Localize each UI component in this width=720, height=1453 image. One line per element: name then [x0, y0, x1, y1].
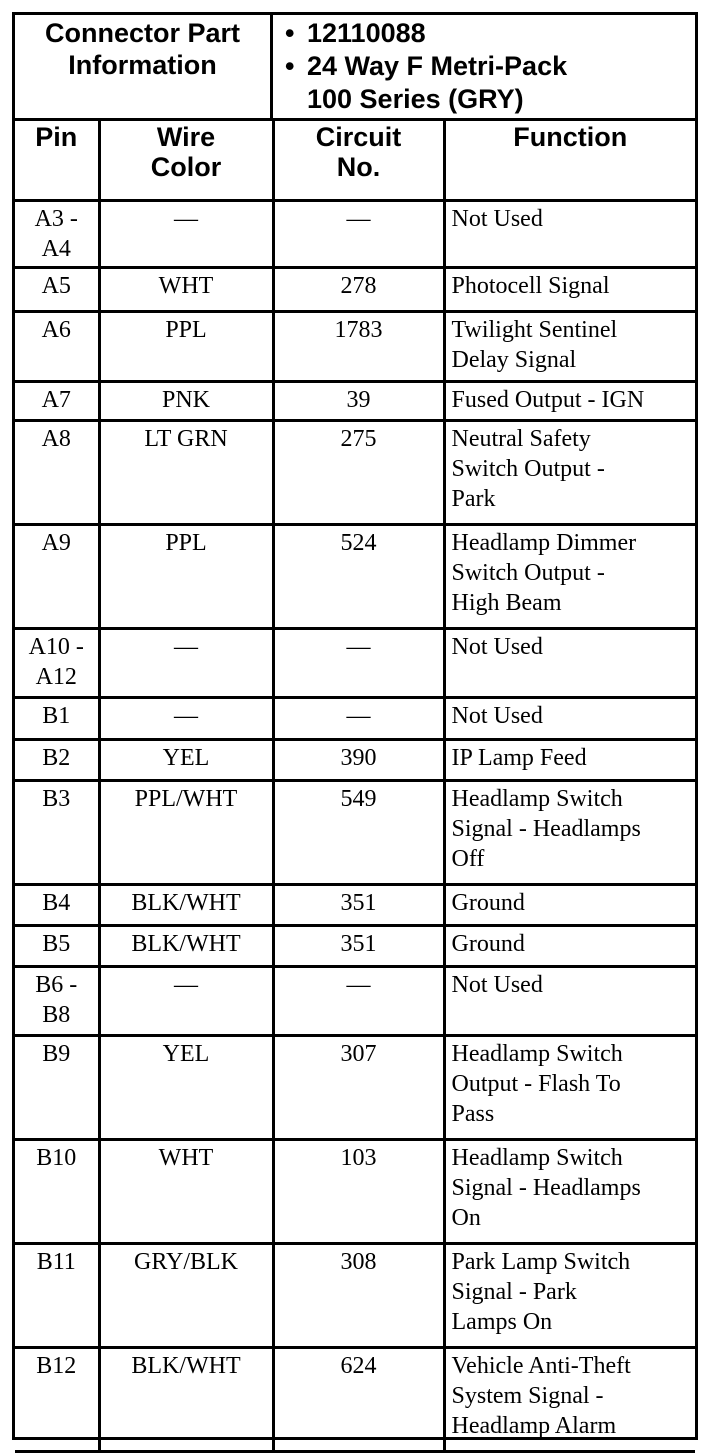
circuit-no-cell: 351: [273, 925, 444, 966]
function-cell: Photocell Signal: [444, 267, 695, 311]
function-cell: Park Lamp Switch Signal - Park Lamps On: [444, 1243, 695, 1347]
pin-cell: B3: [15, 780, 99, 884]
circuit-no-cell: 624: [273, 1347, 444, 1451]
bullet-icon: •: [285, 51, 295, 81]
circuit-no-cell: 278: [273, 267, 444, 311]
table-row: [15, 1243, 695, 1347]
wire-color-cell: YEL: [99, 739, 273, 780]
function-cell: Vehicle Anti-Theft System Signal - Headlamp Alarm: [444, 1347, 695, 1451]
pin-cell: A5: [15, 267, 99, 311]
connector-part-details: [273, 15, 695, 118]
connector-desc-line1: 24 Way F Metri-Pack: [307, 51, 568, 81]
function-cell: IP Lamp Feed: [444, 739, 695, 780]
function-cell: Not Used: [444, 200, 695, 267]
wire-color-cell: BLK/WHT: [99, 925, 273, 966]
wire-color-cell: PPL: [99, 311, 273, 381]
table-row: [15, 381, 695, 420]
function-cell: Not Used: [444, 697, 695, 739]
circuit-no-cell: —: [273, 966, 444, 1035]
table-row: [15, 925, 695, 966]
wire-color-cell: GRY/BLK: [99, 1243, 273, 1347]
col-header-circuit-no: Circuit No.: [273, 118, 444, 200]
part-number: 12110088: [307, 18, 426, 48]
part-number-item: [285, 17, 695, 50]
connector-desc-item: [285, 50, 695, 83]
pin-cell: B4: [15, 884, 99, 925]
col-header-function: Function: [444, 118, 695, 200]
pin-cell: B2: [15, 739, 99, 780]
table-row: [15, 884, 695, 925]
table-row: [15, 267, 695, 311]
wire-color-cell: BLK/WHT: [99, 884, 273, 925]
function-cell: Twilight Sentinel Delay Signal: [444, 311, 695, 381]
circuit-no-cell: 549: [273, 780, 444, 884]
wire-color-cell: WHT: [99, 267, 273, 311]
function-cell: Neutral Safety Switch Output - Park: [444, 420, 695, 524]
wire-color-cell: YEL: [99, 1035, 273, 1139]
function-cell: Fused Output - IGN: [444, 381, 695, 420]
wire-color-cell: WHT: [99, 1139, 273, 1243]
circuit-no-cell: 307: [273, 1035, 444, 1139]
function-cell: Headlamp Switch Output - Flash To Pass: [444, 1035, 695, 1139]
table-row: [15, 739, 695, 780]
circuit-no-cell: 308: [273, 1243, 444, 1347]
table-row: [15, 780, 695, 884]
function-cell: Headlamp Switch Signal - Headlamps On: [444, 1139, 695, 1243]
wire-color-cell: —: [99, 628, 273, 697]
wire-color-cell: PNK: [99, 381, 273, 420]
circuit-no-cell: 351: [273, 884, 444, 925]
col-header-wire-color: Wire Color: [99, 118, 273, 200]
pin-cell: B1: [15, 697, 99, 739]
connector-info-header: [15, 15, 695, 121]
pin-table: [15, 118, 695, 1453]
circuit-no-cell: —: [273, 697, 444, 739]
wire-color-cell: PPL/WHT: [99, 780, 273, 884]
table-row: [15, 628, 695, 697]
connector-part-info-title: Connector Part Information: [15, 15, 273, 118]
circuit-no-cell: —: [273, 200, 444, 267]
circuit-no-cell: 524: [273, 524, 444, 628]
pin-cell: A9: [15, 524, 99, 628]
connector-desc-continuation: [307, 83, 695, 116]
circuit-no-cell: —: [273, 628, 444, 697]
bullet-icon: •: [285, 18, 295, 48]
pin-table-header-row: [15, 118, 695, 200]
pin-cell: B6 - B8: [15, 966, 99, 1035]
circuit-no-cell: 1783: [273, 311, 444, 381]
function-cell: Ground: [444, 925, 695, 966]
function-cell: Headlamp Switch Signal - Headlamps Off: [444, 780, 695, 884]
wire-color-cell: LT GRN: [99, 420, 273, 524]
circuit-no-cell: 275: [273, 420, 444, 524]
table-row: [15, 420, 695, 524]
pin-cell: A6: [15, 311, 99, 381]
wire-color-cell: PPL: [99, 524, 273, 628]
circuit-no-cell: 39: [273, 381, 444, 420]
pin-cell: B10: [15, 1139, 99, 1243]
circuit-no-cell: 103: [273, 1139, 444, 1243]
table-row: [15, 1347, 695, 1451]
col-header-pin: Pin: [15, 118, 99, 200]
pin-cell: A8: [15, 420, 99, 524]
function-cell: Not Used: [444, 628, 695, 697]
function-cell: Headlamp Dimmer Switch Output - High Beam: [444, 524, 695, 628]
wire-color-cell: BLK/WHT: [99, 1347, 273, 1451]
table-row: [15, 200, 695, 267]
pin-cell: A3 - A4: [15, 200, 99, 267]
connector-desc-line2: 100 Series (GRY): [307, 84, 524, 114]
pin-cell: A10 - A12: [15, 628, 99, 697]
function-cell: Not Used: [444, 966, 695, 1035]
pin-cell: B11: [15, 1243, 99, 1347]
table-row: [15, 697, 695, 739]
function-cell: Ground: [444, 884, 695, 925]
pin-cell: B5: [15, 925, 99, 966]
wire-color-cell: —: [99, 697, 273, 739]
pin-cell: B12: [15, 1347, 99, 1451]
circuit-no-cell: 390: [273, 739, 444, 780]
connector-table-sheet: [12, 12, 698, 1440]
wire-color-cell: —: [99, 966, 273, 1035]
table-row: [15, 1035, 695, 1139]
table-row: [15, 1139, 695, 1243]
wire-color-cell: —: [99, 200, 273, 267]
pin-cell: B9: [15, 1035, 99, 1139]
table-row: [15, 966, 695, 1035]
table-row: [15, 524, 695, 628]
table-row: [15, 311, 695, 381]
pin-cell: A7: [15, 381, 99, 420]
